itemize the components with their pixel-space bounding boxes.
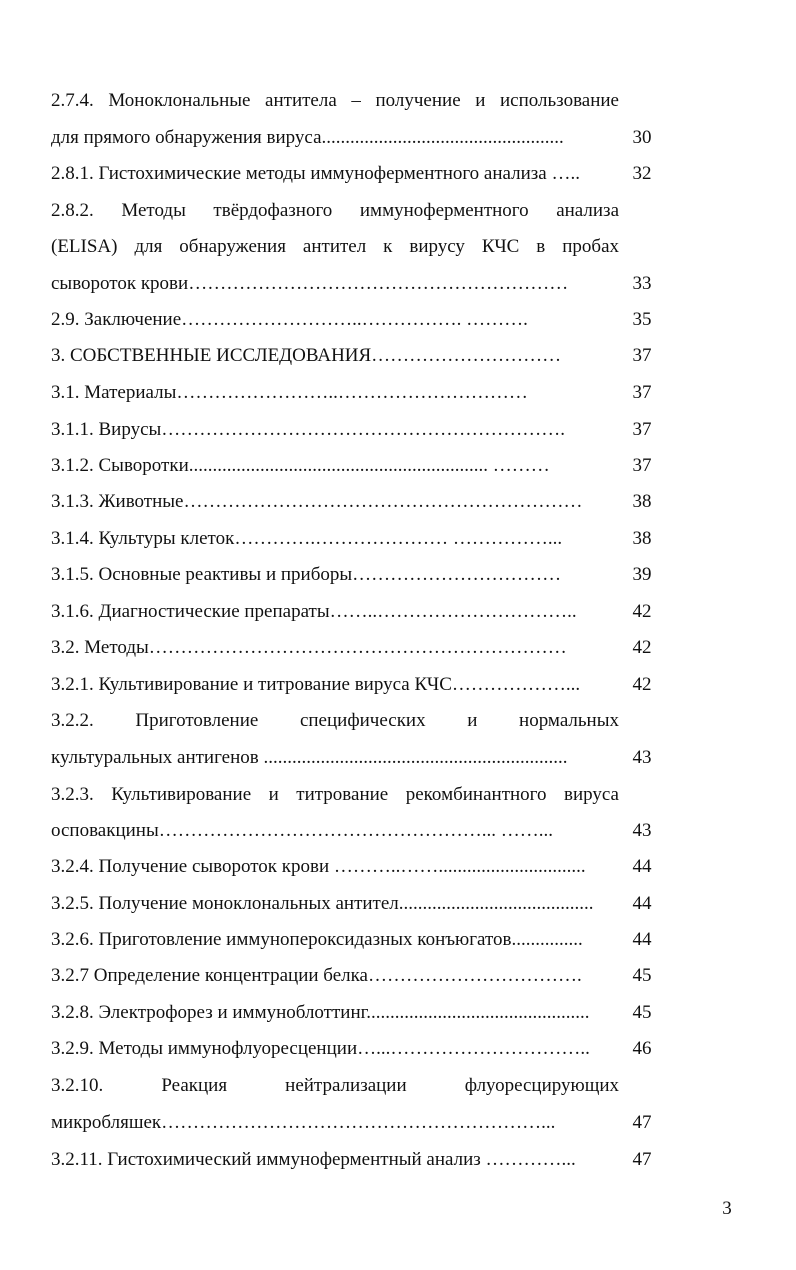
toc-entry-line: 3.1.1. Вирусы……………………………………………………….	[51, 419, 566, 440]
toc-page-number: 42	[632, 601, 652, 622]
toc-entry-line: осповакцины……………………………………………... ……...	[51, 820, 553, 841]
toc-entry-line: 3.2.3. Культивирование и титрование рекомбинантного вируса	[51, 784, 619, 805]
toc-page-number: 44	[632, 929, 652, 950]
toc-entry-line: микробляшек……………………………………………………...	[51, 1112, 556, 1133]
toc-entry-line: 2.8.2. Методы твёрдофазного иммуноферментного анализа	[51, 200, 619, 221]
toc-entry-line: для прямого обнаружения вируса...................................................	[51, 127, 564, 148]
toc-page-number: 35	[632, 309, 652, 330]
toc-page-number: 37	[632, 382, 652, 403]
toc-entry-line: (ELISA) для обнаружения антител к вирусу КЧС в пробах	[51, 236, 619, 257]
toc-entry-line: 3.2.9. Методы иммунофлуоресценции…...…………………………..	[51, 1038, 590, 1059]
toc-page-number: 39	[632, 564, 652, 585]
toc-page-number: 38	[632, 528, 652, 549]
toc-entry-line: 3. СОБСТВЕННЫЕ ИССЛЕДОВАНИЯ…………………………	[51, 345, 562, 366]
toc-entry-line: культуральных антигенов ................................................................	[51, 747, 568, 768]
toc-entry-line: 3.1.2. Сыворотки............................................................... ………	[51, 455, 550, 476]
toc-page-number: 42	[632, 637, 652, 658]
toc-entry-line: 3.2.6. Приготовление иммунопероксидазных конъюгатов...............	[51, 929, 583, 950]
toc-page-number: 33	[632, 273, 652, 294]
page-number: 3	[722, 1198, 732, 1219]
toc-page-number: 37	[632, 419, 652, 440]
toc-entry-line: 3.2.11. Гистохимический иммуноферментный анализ …………...	[51, 1149, 576, 1170]
toc-entry-line: 3.1. Материалы……………………..…………………………	[51, 382, 528, 403]
toc-page-number: 43	[632, 820, 652, 841]
toc-page-number: 45	[632, 1002, 652, 1023]
toc-entry-line: 3.2.7 Определение концентрации белка…………………………….	[51, 965, 582, 986]
toc-entry-line: 3.2.4. Получение сывороток крови ………..……...............................	[51, 856, 586, 877]
toc-entry-line: 3.2. Методы…………………………………………………………	[51, 637, 567, 658]
toc-page-number: 38	[632, 491, 652, 512]
toc-page-number: 47	[632, 1112, 652, 1133]
toc-page-number: 44	[632, 893, 652, 914]
toc-entry-line: 2.8.1. Гистохимические методы иммуноферментного анализа …..	[51, 163, 580, 184]
toc-entry-line: 3.1.4. Культуры клеток………….………………… ……………...	[51, 528, 563, 549]
toc-entry-line: 3.1.5. Основные реактивы и приборы……………………………	[51, 564, 562, 585]
toc-entry-line: 3.1.3. Животные………………………………………………………	[51, 491, 583, 512]
toc-entry-line: 3.2.1. Культивирование и титрование вируса КЧС………………...	[51, 674, 581, 695]
toc-page-number: 45	[632, 965, 652, 986]
toc-entry-line: 3.2.5. Получение моноклональных антител.........................................	[51, 893, 594, 914]
toc-page-number: 46	[632, 1038, 652, 1059]
toc-page-number: 30	[632, 127, 652, 148]
toc-entry-line: 3.1.6. Диагностические препараты……..…………………………..	[51, 601, 577, 622]
toc-entry-line: 3.2.10. Реакция нейтрализации флуоресцирующих	[51, 1075, 619, 1096]
toc-entry-line: 3.2.8. Электрофорез и иммуноблоттинг...............................................	[51, 1002, 590, 1023]
toc-entry-line: сывороток крови……………………………………………………	[51, 273, 569, 294]
toc-page-number: 44	[632, 856, 652, 877]
toc-page-number: 32	[632, 163, 652, 184]
toc-entry-line: 2.9. Заключение………………………..……………. ……….	[51, 309, 528, 330]
toc-page-number: 37	[632, 345, 652, 366]
toc-page-number: 47	[632, 1149, 652, 1170]
toc-page-number: 37	[632, 455, 652, 476]
toc-entry-line: 2.7.4. Моноклональные антитела – получение и использование	[51, 90, 619, 111]
toc-page-number: 42	[632, 674, 652, 695]
toc-entry-line: 3.2.2. Приготовление специфических и нормальных	[51, 710, 619, 731]
toc-page-number: 43	[632, 747, 652, 768]
